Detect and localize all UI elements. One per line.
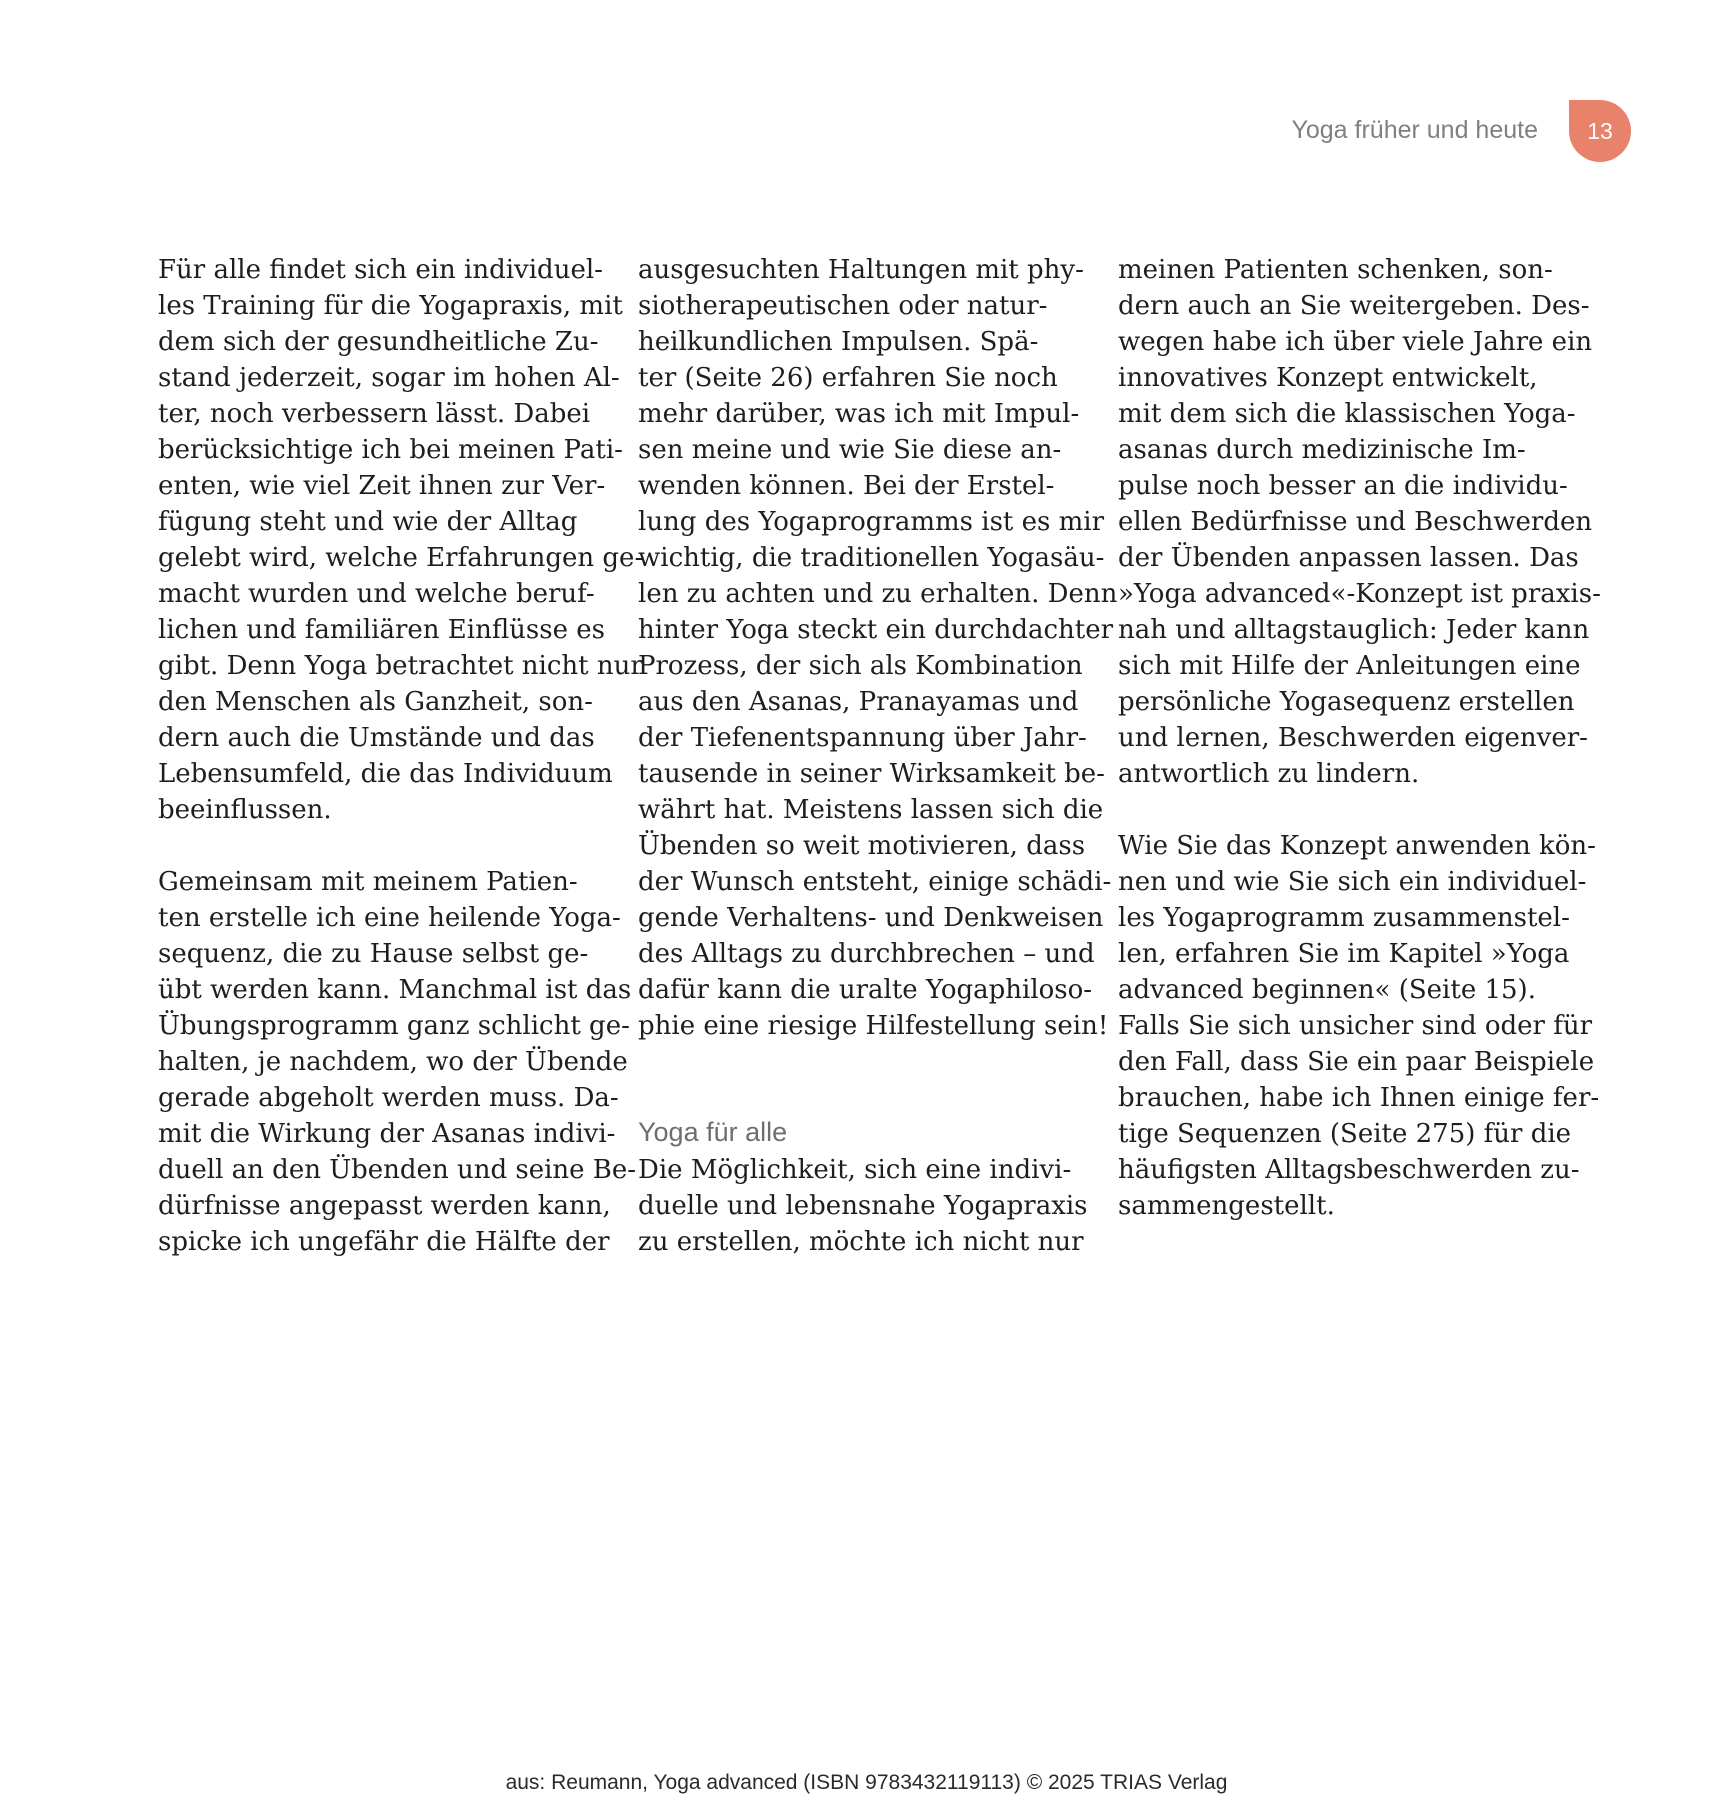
page-number: 13 <box>1587 117 1613 144</box>
text-line: berücksichtige ich bei meinen Pati- <box>158 435 623 465</box>
footer-citation: aus: Reumann, Yoga advanced (ISBN 9783432119113) © 2025 TRIAS Verlag <box>505 1771 1228 1794</box>
text-line: häufigsten Alltagsbeschwerden zu- <box>1118 1155 1580 1185</box>
text-column-3 <box>1118 252 1601 1224</box>
text-line: Prozess, der sich als Kombination <box>638 651 1083 681</box>
text-line: len, erfahren Sie im Kapitel »Yoga <box>1118 939 1570 969</box>
paragraph <box>1118 828 1600 1224</box>
text-line: len zu achten und zu erhalten. Denn <box>638 579 1118 609</box>
text-line: gerade abgeholt werden muss. Da- <box>158 1083 619 1113</box>
text-line: wegen habe ich über viele Jahre ein <box>1118 327 1593 357</box>
text-line: gende Verhaltens- und Denkweisen <box>638 903 1104 933</box>
text-line: les Training für die Yogapraxis, mit <box>158 291 623 321</box>
text-line: antwortlich zu lindern. <box>1118 759 1420 789</box>
text-line: dern auch an Sie weitergeben. Des- <box>1118 291 1590 321</box>
text-line: Gemeinsam mit meinem Patien- <box>158 867 578 897</box>
text-line: dem sich der gesundheitliche Zu- <box>158 327 599 357</box>
text-line: der Tiefenentspannung über Jahr- <box>638 723 1087 753</box>
paragraph <box>1118 252 1601 792</box>
text-line: sich mit Hilfe der Anleitungen eine <box>1118 651 1581 681</box>
text-line: spicke ich ungefähr die Hälfte der <box>158 1227 610 1257</box>
text-line: dern auch die Umstände und das <box>158 723 595 753</box>
text-line: den Menschen als Ganzheit, son- <box>158 687 593 717</box>
text-line: ausgesuchten Haltungen mit phy- <box>638 255 1084 285</box>
paragraph <box>158 252 644 828</box>
text-line: ellen Bedürfnisse und Beschwerden <box>1118 507 1593 537</box>
text-line: sammengestellt. <box>1118 1191 1335 1221</box>
text-line: tige Sequenzen (Seite 275) für die <box>1118 1119 1572 1149</box>
text-line: gibt. Denn Yoga betrachtet nicht nur <box>158 651 643 681</box>
text-line: Die Möglichkeit, sich eine indivi- <box>638 1155 1072 1185</box>
text-line: und lernen, Beschwerden eigenver- <box>1118 723 1588 753</box>
text-line: duell an den Übenden und seine Be- <box>158 1155 637 1185</box>
text-line: ter, noch verbessern lässt. Dabei <box>158 399 591 429</box>
text-line: Übenden so weit motivieren, dass <box>638 831 1086 861</box>
text-line: brauchen, habe ich Ihnen einige fer- <box>1118 1083 1600 1113</box>
text-line: beeinflussen. <box>158 795 332 825</box>
text-line: aus den Asanas, Pranayamas und <box>638 687 1079 717</box>
text-line: macht wurden und welche beruf- <box>158 579 595 609</box>
text-line: der Übenden anpassen lassen. Das <box>1118 543 1579 573</box>
paragraph <box>638 1152 1088 1260</box>
paragraph <box>158 864 637 1260</box>
text-line: Übungsprogramm ganz schlicht ge- <box>158 1011 630 1041</box>
text-line: siotherapeutischen oder natur- <box>638 291 1048 321</box>
text-line: stand jederzeit, sogar im hohen Al- <box>158 363 620 393</box>
paragraph-gap <box>1118 792 1558 828</box>
text-line: den Fall, dass Sie ein paar Beispiele <box>1118 1047 1595 1077</box>
text-line: heilkundlichen Impulsen. Spä- <box>638 327 1039 357</box>
text-line: nah und alltagstauglich: Jeder kann <box>1118 615 1590 645</box>
text-line: sequenz, die zu Hause selbst ge- <box>158 939 589 969</box>
text-line: wichtig, die traditionellen Yogasäu- <box>638 543 1105 573</box>
text-line: »Yoga advanced«-Konzept ist praxis- <box>1118 579 1601 609</box>
text-line: mit die Wirkung der Asanas indivi- <box>158 1119 616 1149</box>
paragraph-gap <box>158 828 598 864</box>
text-line: ten erstelle ich eine heilende Yoga- <box>158 903 621 933</box>
text-line: der Wunsch entsteht, einige schädi- <box>638 867 1112 897</box>
text-line: ter (Seite 26) erfahren Sie noch <box>638 363 1058 393</box>
text-column-2 <box>638 252 1118 1260</box>
text-line: übt werden kann. Manchmal ist das <box>158 975 632 1005</box>
text-line: des Alltags zu durchbrechen – und <box>638 939 1095 969</box>
text-line: tausende in seiner Wirksamkeit be- <box>638 759 1105 789</box>
text-line: hinter Yoga steckt ein durchdachter <box>638 615 1114 645</box>
text-line: dafür kann die uralte Yogaphiloso- <box>638 975 1093 1005</box>
text-line: lichen und familiären Einflüsse es <box>158 615 605 645</box>
subheading-gap <box>638 1044 1078 1112</box>
text-line: Falls Sie sich unsicher sind oder für <box>1118 1011 1593 1041</box>
text-line: Lebensumfeld, die das Individuum <box>158 759 613 789</box>
text-column-1 <box>158 252 644 1260</box>
section-subheading: Yoga für alle <box>638 1117 788 1147</box>
text-line: Wie Sie das Konzept anwenden kön- <box>1118 831 1596 861</box>
text-line: sen meine und wie Sie diese an- <box>638 435 1062 465</box>
text-line: lung des Yogaprogramms ist es mir <box>638 507 1105 537</box>
text-line: phie eine riesige Hilfestellung sein! <box>638 1011 1109 1041</box>
text-line: asanas durch medizinische Im- <box>1118 435 1526 465</box>
page-number-badge <box>1569 100 1631 162</box>
text-line: pulse noch besser an die individu- <box>1118 471 1568 501</box>
running-header-title: Yoga früher und heute <box>1291 116 1538 144</box>
text-line: innovatives Konzept entwickelt, <box>1118 363 1538 393</box>
text-line: duelle und lebensnahe Yogapraxis <box>638 1191 1088 1221</box>
text-line: les Yogaprogramm zusammenstel- <box>1118 903 1570 933</box>
text-line: dürfnisse angepasst werden kann, <box>158 1191 611 1221</box>
text-line: wenden können. Bei der Erstel- <box>638 471 1055 501</box>
text-line: währt hat. Meistens lassen sich die <box>638 795 1104 825</box>
text-line: persönliche Yogasequenz erstellen <box>1118 687 1575 717</box>
text-line: Für alle findet sich ein individuel- <box>158 255 603 285</box>
text-line: halten, je nachdem, wo der Übende <box>158 1047 628 1077</box>
text-line: enten, wie viel Zeit ihnen zur Ver- <box>158 471 606 501</box>
text-line: advanced beginnen« (Seite 15). <box>1118 975 1536 1005</box>
text-line: gelebt wird, welche Erfahrungen ge- <box>158 543 644 573</box>
text-line: mit dem sich die klassischen Yoga- <box>1118 399 1576 429</box>
text-line: meinen Patienten schenken, son- <box>1118 255 1553 285</box>
paragraph <box>638 252 1118 1044</box>
text-line: fügung steht und wie der Alltag <box>158 507 578 537</box>
text-line: mehr darüber, was ich mit Impul- <box>638 399 1080 429</box>
text-line: zu erstellen, möchte ich nicht nur <box>638 1227 1084 1257</box>
text-line: nen und wie Sie sich ein individuel- <box>1118 867 1587 897</box>
